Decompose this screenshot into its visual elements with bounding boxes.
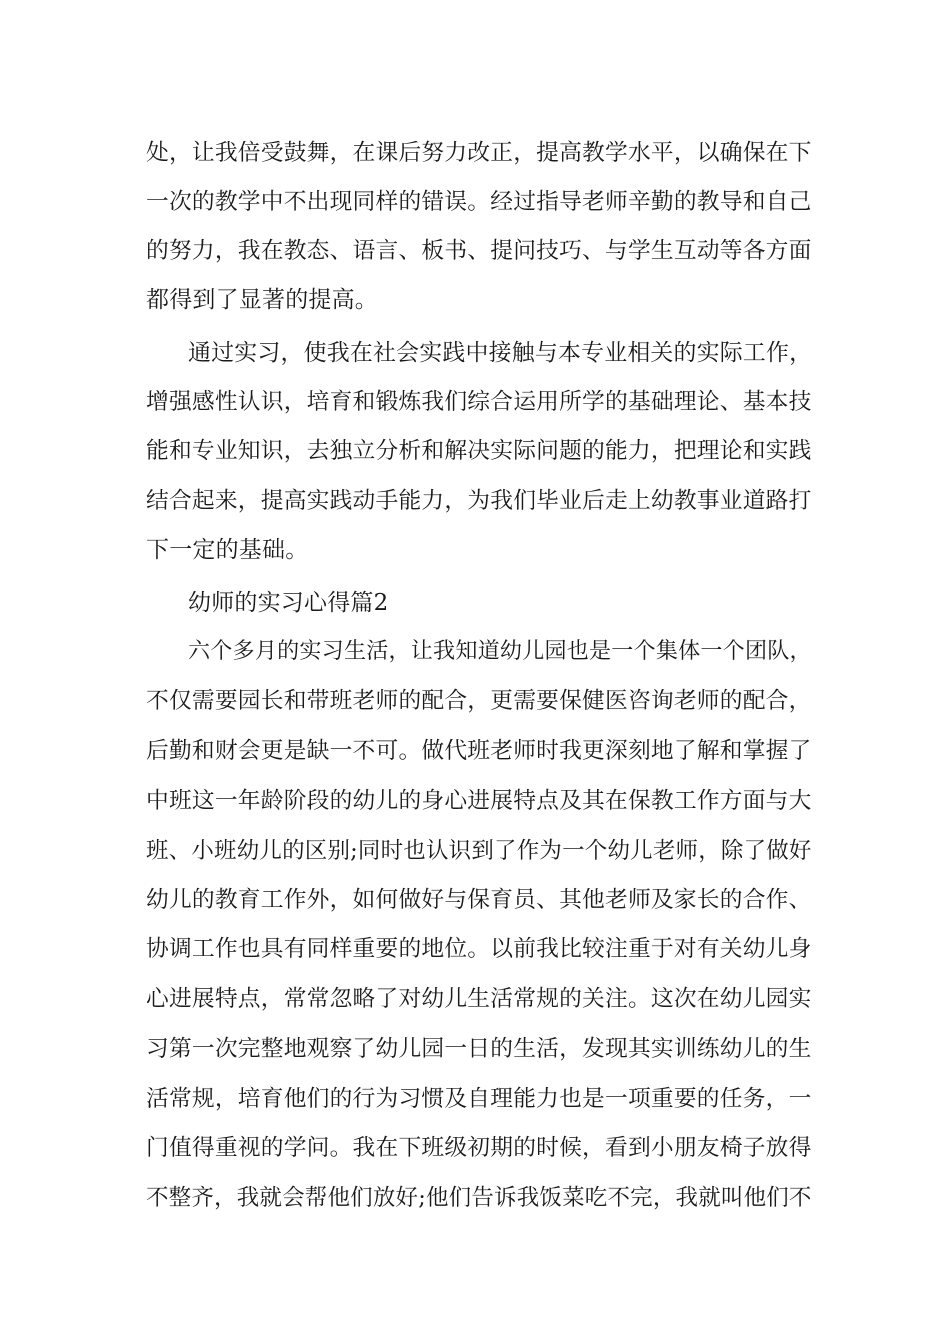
paragraph-3-line-6: 幼儿的教育工作外，如何做好与保育员、其他老师及家长的合作、	[146, 887, 812, 913]
section-heading: 幼师的实习心得篇2	[188, 590, 389, 616]
paragraph-3-line-12: 不整齐，我就会帮他们放好;他们告诉我饭菜吃不完，我就叫他们不	[146, 1185, 812, 1211]
paragraph-3-line-4: 中班这一年龄阶段的幼儿的身心进展特点及其在保教工作方面与大	[146, 788, 812, 814]
paragraph-3-line-8: 心进展特点，常常忽略了对幼儿生活常规的关注。这次在幼儿园实	[146, 986, 812, 1012]
paragraph-1-line-4: 都得到了显著的提高。	[146, 287, 378, 313]
paragraph-2-line-4: 结合起来，提高实践动手能力，为我们毕业后走上幼教事业道路打	[146, 488, 812, 514]
paragraph-3-line-7: 协调工作也具有同样重要的地位。以前我比较注重于对有关幼儿身	[146, 936, 812, 962]
paragraph-3-line-3: 后勤和财会更是缺一不可。做代班老师时我更深刻地了解和掌握了	[146, 738, 812, 764]
paragraph-1-line-1: 处，让我倍受鼓舞，在课后努力改正，提高教学水平，以确保在下	[146, 140, 812, 166]
paragraph-3-line-5: 班、小班幼儿的区别;同时也认识到了作为一个幼儿老师，除了做好	[146, 838, 812, 864]
paragraph-1-line-2: 一次的教学中不出现同样的错误。经过指导老师辛勤的教导和自己	[146, 189, 812, 215]
paragraph-2-line-1: 通过实习，使我在社会实践中接触与本专业相关的实际工作，	[188, 340, 813, 366]
paragraph-2-line-3: 能和专业知识，去独立分析和解决实际问题的能力，把理论和实践	[146, 438, 812, 464]
paragraph-3-line-2: 不仅需要园长和带班老师的配合，更需要保健医咨询老师的配合，	[146, 688, 812, 714]
paragraph-3-line-10: 活常规，培育他们的行为习惯及自理能力也是一项重要的任务，一	[146, 1086, 812, 1112]
paragraph-1-line-3: 的努力，我在教态、语言、板书、提问技巧、与学生互动等各方面	[146, 238, 812, 264]
paragraph-2-line-5: 下一定的基础。	[146, 537, 309, 563]
paragraph-2-line-2: 增强感性认识，培育和锻炼我们综合运用所学的基础理论、基本技	[146, 389, 812, 415]
paragraph-3-line-9: 习第一次完整地观察了幼儿园一日的生活，发现其实训练幼儿的生	[146, 1036, 812, 1062]
paragraph-3-line-1: 六个多月的实习生活，让我知道幼儿园也是一个集体一个团队，	[188, 639, 812, 664]
paragraph-3-line-11: 门值得重视的学问。我在下班级初期的时候，看到小朋友椅子放得	[146, 1135, 812, 1161]
